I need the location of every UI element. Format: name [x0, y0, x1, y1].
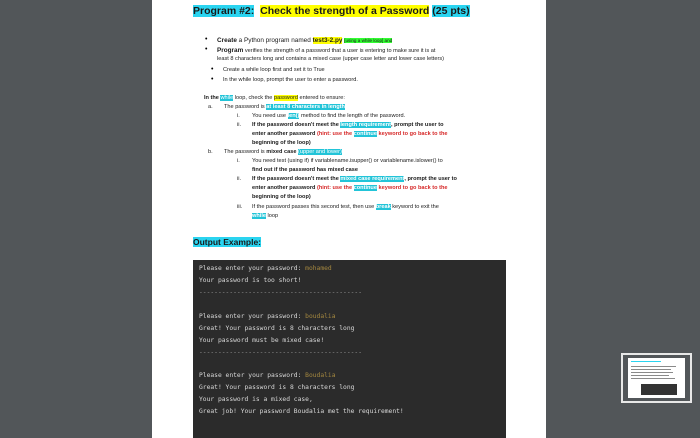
bullet-create-loop: Create a while loop first and set it to True — [223, 67, 325, 73]
item-b-i: You need test (using if) if variablename.isupper() or variablename.islower() to — [252, 158, 443, 164]
console-separator: ------------------------------------------- — [199, 349, 363, 356]
console-output — [193, 260, 506, 438]
item-b-i-num: i. — [237, 158, 240, 164]
thumbnail-line — [631, 366, 676, 367]
thumbnail-page — [628, 358, 685, 398]
item-a-ii-num: ii. — [237, 122, 242, 128]
bullet-dot: • — [211, 66, 214, 73]
thumbnail-line — [631, 375, 669, 376]
item-a-i: You need use len() method to find the length of the password. — [252, 113, 406, 119]
program-title — [193, 5, 470, 17]
console-line: Great job! Your password Boudalia met the requirement! — [199, 408, 404, 415]
thumbnail-line — [631, 378, 675, 379]
bullet-program: Program verifies the strength of a password that a user is entering to make sure it is at — [217, 47, 436, 54]
item-a-ii-line3: beginning of the loop) — [252, 140, 311, 146]
bullet-program-line2: least 8 characters long and contains a mixed case (upper case letter and lower case letters) — [217, 56, 444, 62]
bullet-prompt: In the while loop, prompt the user to enter a password. — [223, 77, 358, 83]
output-example-label: Output Example: — [193, 237, 262, 247]
console-separator: ------------------------------------------- — [199, 289, 363, 296]
item-b-ii: If the password doesn't meet the mixed case requirement, prompt the user to — [252, 176, 457, 182]
item-a-ii: If the password doesn't meet the length requirement, prompt the user to — [252, 122, 444, 128]
item-b: The password is mixed case (upper and lower) — [224, 149, 342, 155]
item-b-ii-line2: enter another password (hint: use the continue keyword to go back to the — [252, 185, 448, 191]
page-thumbnail[interactable] — [621, 353, 692, 403]
item-b-label: b. — [208, 149, 213, 155]
console-line: Please enter your password: boudalia — [199, 313, 336, 320]
bullet-create: Create a Python program named test3-2.py [using a while loop] and — [217, 37, 393, 44]
document-page — [152, 0, 546, 438]
bullet-dot: • — [205, 46, 208, 53]
item-b-ii-line3: beginning of the loop) — [252, 194, 311, 200]
program-name: Check the strength of a Password — [260, 5, 430, 17]
item-b-iii-num: iii. — [237, 204, 243, 210]
item-b-ii-num: ii. — [237, 176, 242, 182]
thumbnail-line — [631, 369, 671, 370]
console-line: Your password must be mixed case! — [199, 337, 325, 344]
console-line: Please enter your password: Boudalia — [199, 372, 336, 379]
in-loop-line: In the while loop, check the password entered to ensure: — [204, 95, 345, 101]
console-line: Your password is too short! — [199, 277, 302, 284]
thumbnail-console — [641, 384, 677, 395]
console-line: Please enter your password: mohamed — [199, 265, 332, 272]
item-a: The password is at least 8 characters in length — [224, 104, 345, 110]
bullet-dot: • — [211, 76, 214, 83]
console-line: Great! Your password is 8 characters long — [199, 325, 355, 332]
item-b-i-line2: find out if the password has mixed case — [252, 167, 358, 173]
program-number: Program #2: — [193, 5, 255, 17]
console-line: Great! Your password is 8 characters long — [199, 384, 355, 391]
item-a-ii-line2: enter another password (hint: use the continue keyword to go back to the — [252, 131, 448, 137]
program-points: (25 pts) — [432, 5, 470, 17]
console-line: Your password is a mixed case, — [199, 396, 313, 403]
item-b-iii-line2: while loop — [252, 213, 279, 219]
bullet-dot: • — [205, 36, 208, 43]
item-a-i-num: i. — [237, 113, 240, 119]
item-a-label: a. — [208, 104, 213, 110]
thumbnail-line — [631, 361, 661, 362]
item-b-iii: If the password passes this second test, then use break keyword to exit the — [252, 204, 439, 210]
thumbnail-line — [631, 372, 673, 373]
